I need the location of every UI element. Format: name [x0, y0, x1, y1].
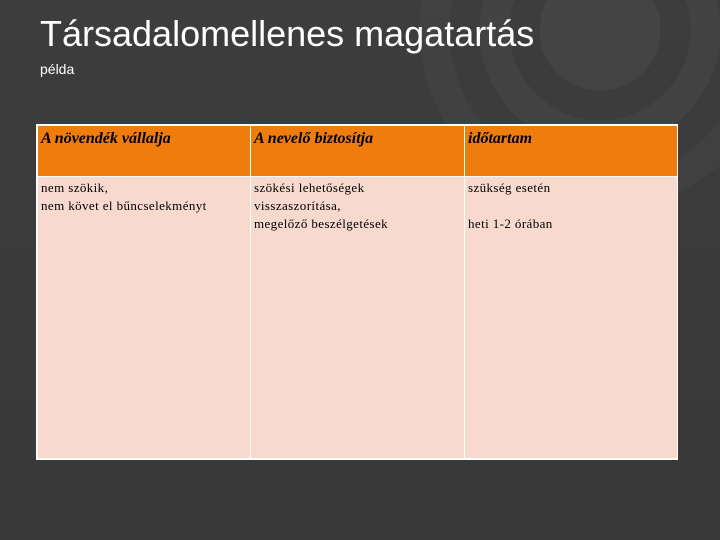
header-student-commits: A növendék vállalja — [38, 126, 251, 177]
agreement-table — [36, 124, 678, 460]
header-duration: időtartam — [465, 126, 678, 177]
cell-text: nem követ el bűncselekményt — [41, 198, 207, 213]
cell-text: visszaszorítása, — [254, 198, 341, 213]
cell-text: megelőző beszélgetések — [254, 216, 389, 231]
cell-text: nem szökik, — [41, 180, 109, 195]
slide-subtitle: példa — [40, 61, 75, 77]
cell-text: szükség esetén — [468, 180, 551, 195]
table-row — [38, 177, 678, 459]
table-header-row — [38, 126, 678, 177]
spacer — [468, 197, 673, 215]
cell-student-commits — [38, 177, 251, 459]
header-educator-provides: A nevelő biztosítja — [251, 126, 465, 177]
cell-educator-provides — [251, 177, 465, 459]
cell-duration — [465, 177, 678, 459]
table — [37, 125, 678, 459]
cell-text: heti 1-2 órában — [468, 216, 553, 231]
cell-text: szökési lehetőségek — [254, 180, 365, 195]
slide-title: Társadalomellenes magatartás — [40, 13, 535, 54]
